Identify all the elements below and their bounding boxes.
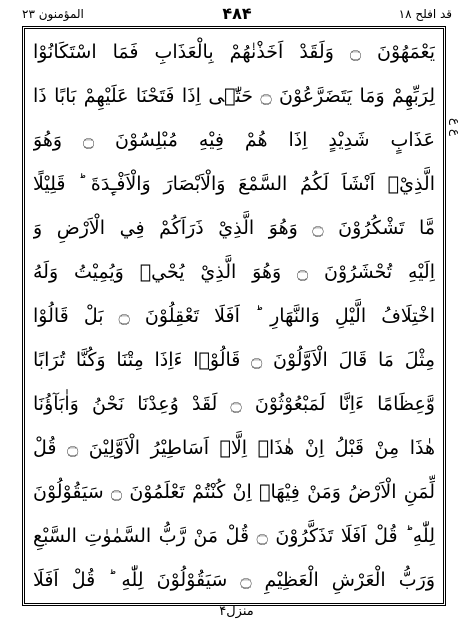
verse-line: وَرَبُّ الْعَرْشِ الْعَظِيْمِ ۝ سَيَقُوْلُوْنَ لِلّٰهِ ؕ قُلْ اَفَلَا [33,569,435,591]
manzil-footer: منزل۴ [219,604,254,619]
page-header [22,4,452,26]
verse-line: يَعْمَهُوْنَ ۝ وَلَقَدْ اَخَذْنٰهُمْ بِالْعَذَابِ فَمَا اسْتَكَانُوْا [33,41,435,63]
page-number: ۴۸۴ [222,4,252,23]
verse-line: لِّمَنِ الْاَرْضُ وَمَنْ فِيْهَاۤ اِنْ كُنْتُمْ تَعْلَمُوْنَ ۝ سَيَقُوْلُوْنَ [33,481,435,503]
verse-line: وَّعِظَامًا ءَاِنَّا لَمَبْعُوْثُوْنَ ۝ لَقَدْ وُعِدْنَا نَحْنُ وَاٰبَآؤُنَا [33,393,435,415]
verse-line: اِلَيْهِ تُحْشَرُوْنَ ۝ وَهُوَ الَّذِيْ يُحْيٖ وَيُمِيْتُ وَلَهُ [33,261,435,283]
verse-line: مَّا تَشْكُرُوْنَ ۝ وَهُوَ الَّذِيْ ذَرَاَكُمْ فِي الْاَرْضِ وَ [33,217,435,239]
verse-line: لِرَبِّهِمْ وَمَا يَتَضَرَّعُوْنَ ۝ حَتّٰۤى اِذَا فَتَحْنَا عَلَيْهِمْ بَابًا ذَا [33,85,435,107]
verse-line: الَّذِيْۤ اَنْشَاَ لَكُمُ السَّمْعَ وَالْاَبْصَارَ وَالْاَفْـِٕدَةَ ؕ قَلِيْلًا [33,173,435,195]
verse-line: لِلّٰهِ ؕ قُلْ اَفَلَا تَذَكَّرُوْنَ ۝ قُلْ مَنْ رَّبُّ السَّمٰوٰتِ السَّبْعِ [33,525,435,547]
verse-lines [33,33,435,599]
verse-line: عَذَابٍ شَدِيْدٍ اِذَا هُمْ فِيْهِ مُبْلِسُوْنَ ۝ وَهُوَ [33,129,435,151]
verse-line: هٰذَا مِنْ قَبْلُ اِنْ هٰذَاۤ اِلَّاۤ اَسَاطِيْرُ الْاَوَّلِيْنَ ۝ قُلْ [33,437,435,459]
verse-line: مِثْلَ مَا قَالَ الْاَوَّلُوْنَ ۝ قَالُوْۤا ءَاِذَا مِتْنَا وَكُنَّا تُرَابًا [33,349,435,371]
ruku-margin-mark: ع ع [449,118,463,137]
text-frame [22,26,446,606]
verse-line: اخْتِلَافُ الَّيْلِ وَالنَّهَارِ ؕ اَفَلَا تَعْقِلُوْنَ ۝ بَلْ قَالُوْا [33,305,435,327]
juz-label: قد افلح ١٨ [398,7,452,21]
surah-label: المؤمنون ٢٣ [22,7,84,21]
